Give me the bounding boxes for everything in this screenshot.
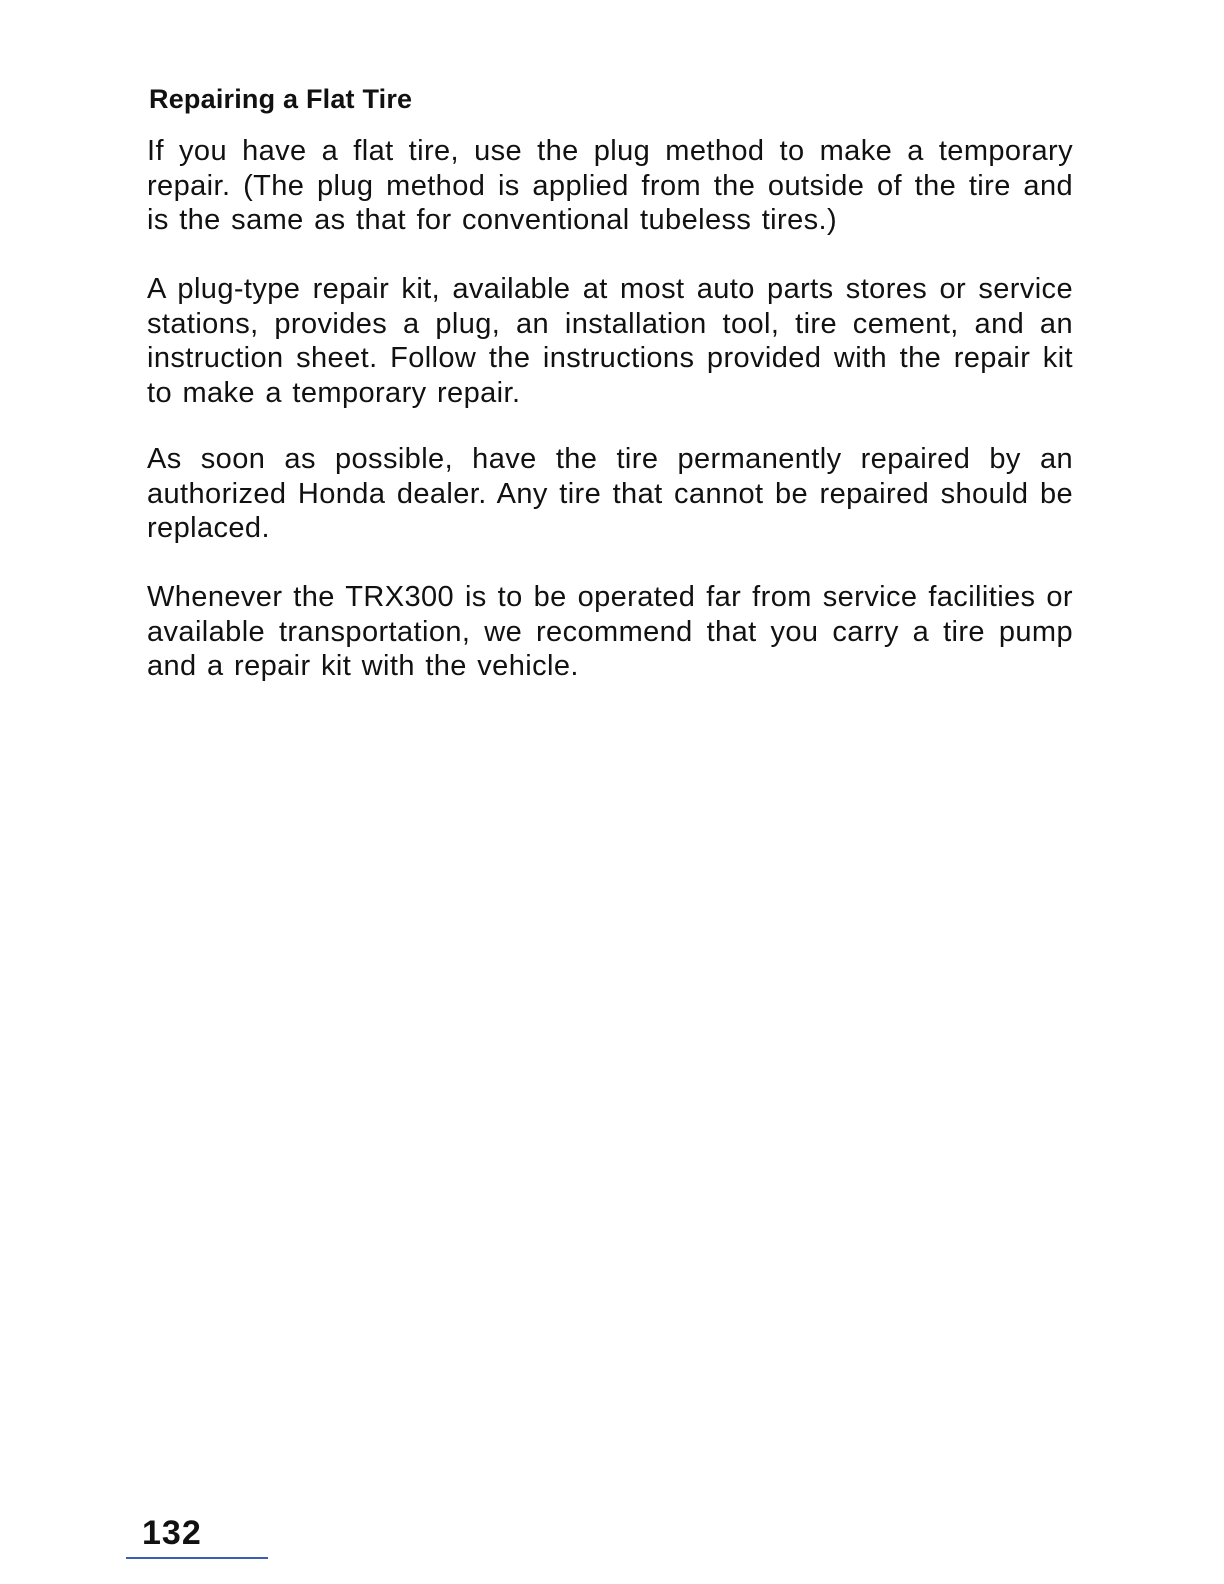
page-number-underline (126, 1557, 268, 1559)
paragraph-carry-repair-kit: Whenever the TRX300 is to be operated far from service facilities or available transportation, we recommend that you carry a tire pump and a repair kit with the vehicle. (147, 581, 1073, 682)
paragraph-flat-tire-plug-method: If you have a flat tire, use the plug method to make a temporary repair. (The plug method is applied from the outside of the tire and is the same as that for conventional tubeless tires.) (147, 135, 1073, 236)
page-number: 132 (142, 1514, 202, 1552)
paragraph-permanent-repair: As soon as possible, have the tire permanently repaired by an authorized Honda dealer. Any tire that cannot be repaired should be replaced. (147, 443, 1073, 544)
section-heading: Repairing a Flat Tire (149, 84, 413, 114)
paragraph-repair-kit: A plug-type repair kit, available at most auto parts stores or service stations, provides a plug, an installation tool, tire cement, and an instruction sheet. Follow the instructions provided with the repair kit to make a temporary repair. (147, 273, 1073, 409)
